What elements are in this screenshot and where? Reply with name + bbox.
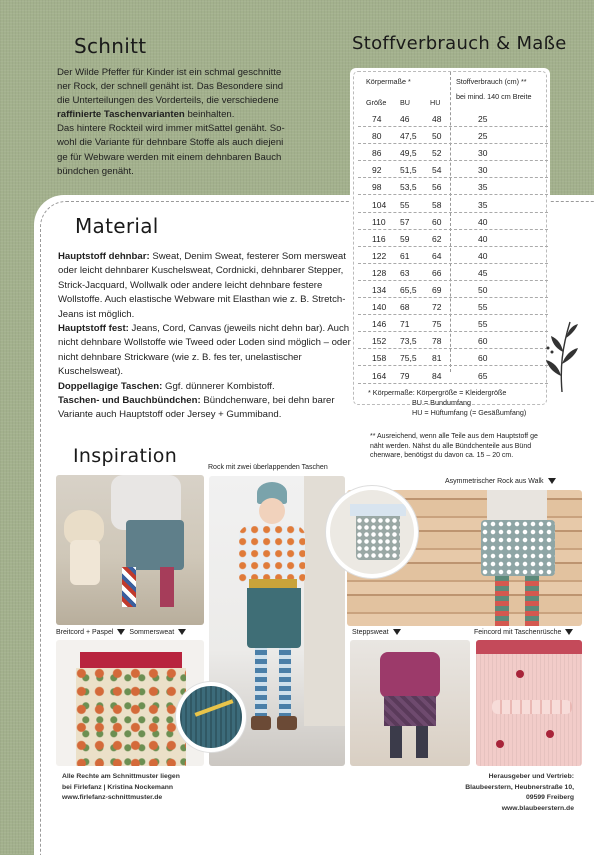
- photo-feincord-ruffle: [476, 640, 582, 766]
- schnitt-line: ner Rock, der schnell genäht ist. Das Besondere sind: [57, 81, 284, 93]
- photo-kid-with-dog: [56, 475, 204, 625]
- table-cell: 66: [432, 267, 442, 278]
- table-row: [358, 246, 548, 264]
- table-cell: 146: [372, 319, 387, 330]
- table-cell: 61: [400, 250, 410, 261]
- table-cell: 30: [478, 165, 488, 176]
- table-row: [358, 331, 548, 349]
- footer-publisher: [465, 772, 574, 814]
- schnitt-line: bündchen genäht.: [57, 165, 134, 177]
- footer-line: bei Firlefanz | Kristina Nockemann: [62, 783, 174, 791]
- schnitt-line: Der Wilde Pfeffer für Kinder ist ein schmal geschnitte: [57, 67, 282, 78]
- table-cell: 122: [372, 250, 387, 261]
- table-cell: 25: [478, 131, 488, 142]
- table-cell: 55: [400, 199, 410, 210]
- table-cell: 30: [478, 148, 488, 159]
- table-cell: 71: [400, 319, 410, 330]
- footnote-line: ** Ausreichend, wenn alle Teile aus dem Hauptstoff ge: [370, 433, 538, 440]
- material-body: Sweat, Denim Sweat, festerer Som mersweat oder leicht dehnbarer Kuschelsweat, Cordnicki, dehnbarer Stepper, Strick-Jacquard, Wollwalk oder andere leicht dehnbare festere Wollstoffe. Auch elastische Webware mit Elasthan wie z. B. Stretch-Jeans ist möglich.: [58, 251, 346, 320]
- caption-rock-zwei: Rock mit zwei überlappenden Taschen: [208, 464, 328, 471]
- table-cell: 116: [372, 233, 386, 244]
- table-cell: 72: [432, 302, 442, 313]
- footer-line: Blaubeerstern, Heubnerstraße 10,: [465, 783, 574, 791]
- schnitt-bold-phrase: raffinierte Taschenvarianten: [57, 109, 185, 121]
- table-cell: 98: [372, 182, 382, 193]
- table-cell: 55: [478, 319, 488, 330]
- triangle-down-icon: [393, 629, 401, 635]
- triangle-down-icon: [548, 478, 556, 484]
- table-row: [358, 126, 548, 144]
- table-cell: 35: [478, 182, 488, 193]
- triangle-down-icon: [178, 629, 186, 635]
- material-label: Doppellagige Taschen:: [58, 380, 163, 392]
- table-footnote: [370, 432, 585, 461]
- caption-breitcord-text: Breitcord + Paspel: [56, 629, 114, 636]
- header-stoffverbrauch: Stoffverbrauch (cm) **: [456, 77, 527, 86]
- table-cell: 59: [400, 233, 410, 244]
- footnote-line: näht werden. Nähst du alle Bündchenteile aus Bünd: [370, 442, 532, 450]
- table-row: [358, 195, 548, 213]
- schnitt-heading: Schnitt: [74, 34, 147, 58]
- table-cell: 50: [432, 131, 442, 142]
- table-cell: 68: [400, 302, 410, 313]
- material-body: Ggf. dünnerer Kombistoff.: [162, 380, 275, 392]
- schnitt-text: [57, 66, 353, 179]
- table-cell: 40: [478, 233, 488, 244]
- table-cell: 52: [432, 148, 442, 159]
- table-cell: 84: [432, 370, 442, 381]
- table-row: [358, 229, 548, 247]
- table-cell: 128: [372, 267, 387, 278]
- table-cell: 57: [400, 216, 410, 227]
- table-cell: 73,5: [400, 336, 417, 347]
- table-cell: 62: [432, 233, 442, 244]
- footer-line: 09599 Freiberg: [526, 794, 574, 801]
- table-cell: 80: [372, 131, 382, 142]
- material-label: Hauptstoff dehnbar:: [58, 251, 150, 262]
- triangle-down-icon: [117, 629, 125, 635]
- table-cell: 140: [372, 302, 387, 313]
- caption-steppsweat: [352, 629, 401, 636]
- table-cell: 46: [400, 114, 410, 124]
- table-row: [358, 109, 548, 127]
- legend-line: BU = Bundumfang: [412, 397, 471, 407]
- table-cell: 47,5: [400, 131, 417, 142]
- table-cell: 60: [432, 216, 442, 227]
- table-row: [358, 314, 548, 332]
- col-groesse: Größe: [366, 98, 387, 107]
- caption-asym: [445, 478, 556, 485]
- table-row: [358, 297, 548, 315]
- table-cell: 65,5: [400, 285, 417, 295]
- table-cell: 45: [478, 267, 488, 278]
- table-cell: 51,5: [400, 165, 417, 176]
- table-cell: 92: [372, 165, 382, 176]
- table-cell: 35: [478, 199, 488, 210]
- material-text: [58, 250, 358, 423]
- triangle-down-icon: [565, 629, 573, 635]
- caption-asym-text: Asymmetrischer Rock aus Walk: [445, 478, 544, 485]
- material-label: Taschen- und Bauchbündchen:: [58, 395, 201, 407]
- inset-circle-detail-grey: [326, 486, 418, 578]
- schnitt-line: wohl die Variante für dehnbare Stoffe als auch diejeni: [57, 137, 284, 149]
- table-cell: 134: [372, 285, 387, 295]
- table-cell: 60: [478, 336, 488, 347]
- footer-line: Alle Rechte am Schnittmuster liegen: [62, 773, 180, 780]
- table-cell: 69: [432, 285, 442, 295]
- footnote-line: chenware, benötigst du davon ca. 15 – 20 cm.: [370, 452, 514, 459]
- table-row: [358, 143, 548, 161]
- table-cell: 49,5: [400, 148, 417, 159]
- legend-line: * Körpermaße: Körpergröße = Kleidergröße: [368, 388, 507, 397]
- table-cell: 86: [372, 148, 382, 159]
- table-row: [358, 263, 548, 281]
- caption-sommersweat-text: Sommersweat: [129, 629, 175, 636]
- table-cell: 158: [372, 353, 387, 364]
- table-cell: 74: [372, 114, 382, 124]
- table-cell: 40: [478, 250, 488, 261]
- table-cell: 56: [432, 182, 442, 193]
- table-cell: 55: [478, 302, 488, 313]
- caption-breitcord: [56, 629, 186, 636]
- table-cell: 50: [478, 285, 488, 295]
- table-cell: 152: [372, 336, 387, 347]
- table-cell: 104: [372, 199, 387, 210]
- material-heading: Material: [75, 214, 159, 238]
- table-cell: 64: [432, 250, 442, 261]
- table-cell: 53,5: [400, 182, 417, 193]
- header-koerpermasse: Körpermaße *: [366, 77, 411, 86]
- table-row: [358, 280, 548, 298]
- table-row: [358, 160, 548, 178]
- photo-steppsweat: [350, 640, 470, 766]
- material-body: Jeans, Cord, Canvas (jeweils nicht dehn bar). Auch nicht dehnbare Wollstoffe wie Tweed oder Loden sind möglich – oder nicht dehnbare Strickware (wie z. B. fes ter, unelastischer Kuschelsweat).: [58, 323, 351, 378]
- schnitt-line: Das hintere Rockteil wird immer mitSattel genäht. So-: [57, 123, 285, 135]
- table-cell: 54: [432, 165, 442, 176]
- table-row: [358, 366, 548, 384]
- table-row: [358, 212, 548, 230]
- stoff-heading: Stoffverbrauch & Maße: [352, 33, 567, 54]
- table-cell: 60: [478, 353, 488, 364]
- inset-circle-detail-cord: [176, 682, 246, 752]
- table-row: [358, 348, 548, 366]
- schnitt-line: ge für Webware werden mit einem dehnbaren Bauch: [57, 151, 282, 163]
- table-cell: 58: [432, 199, 442, 210]
- table-legend: [368, 388, 526, 417]
- table-cell: 78: [432, 336, 442, 347]
- leaf-sprig-icon: [540, 318, 584, 394]
- col-hu: HU: [430, 98, 441, 107]
- legend-line: HU = Hüftumfang (= Gesäßumfang): [412, 407, 527, 417]
- footer-link[interactable]: www.firlefanz-schnittmuster.de: [62, 794, 163, 801]
- caption-feincord-text: Feincord mit Taschenrüsche: [474, 629, 562, 636]
- table-cell: 63: [400, 267, 410, 278]
- footer-copyright: [62, 772, 180, 804]
- caption-feincord: [474, 629, 573, 636]
- header-breite: bei mind. 140 cm Breite: [456, 92, 532, 101]
- table-cell: 164: [372, 370, 387, 381]
- table-cell: 110: [372, 216, 386, 227]
- table-cell: 79: [400, 370, 410, 381]
- table-cell: 48: [432, 114, 442, 124]
- col-bu: BU: [400, 98, 410, 107]
- material-label: Hauptstoff fest:: [58, 323, 129, 335]
- schnitt-bold-rest: beinhalten.: [184, 109, 235, 121]
- material-body: Bündchenware, bei dehn barer Variante auch Hauptstoff oder Jersey + Gummiband.: [58, 395, 335, 421]
- table-cell: 65: [478, 370, 488, 381]
- table-cell: 75,5: [400, 353, 417, 364]
- table-cell: 40: [478, 216, 488, 227]
- caption-steppsweat-text: Steppsweat: [352, 629, 389, 636]
- table-row: [358, 177, 548, 195]
- footer-link[interactable]: www.blaubeerstern.de: [501, 804, 574, 812]
- schnitt-line: die Unterteilungen des Vorderteils, die verschiedene: [57, 95, 279, 107]
- table-cell: 25: [478, 114, 488, 124]
- table-cell: 75: [432, 319, 442, 330]
- schnitt-line-bold: [57, 108, 353, 122]
- footer-line: Herausgeber und Vertrieb:: [488, 773, 574, 780]
- inspiration-heading: Inspiration: [73, 445, 178, 467]
- table-cell: 81: [432, 353, 442, 364]
